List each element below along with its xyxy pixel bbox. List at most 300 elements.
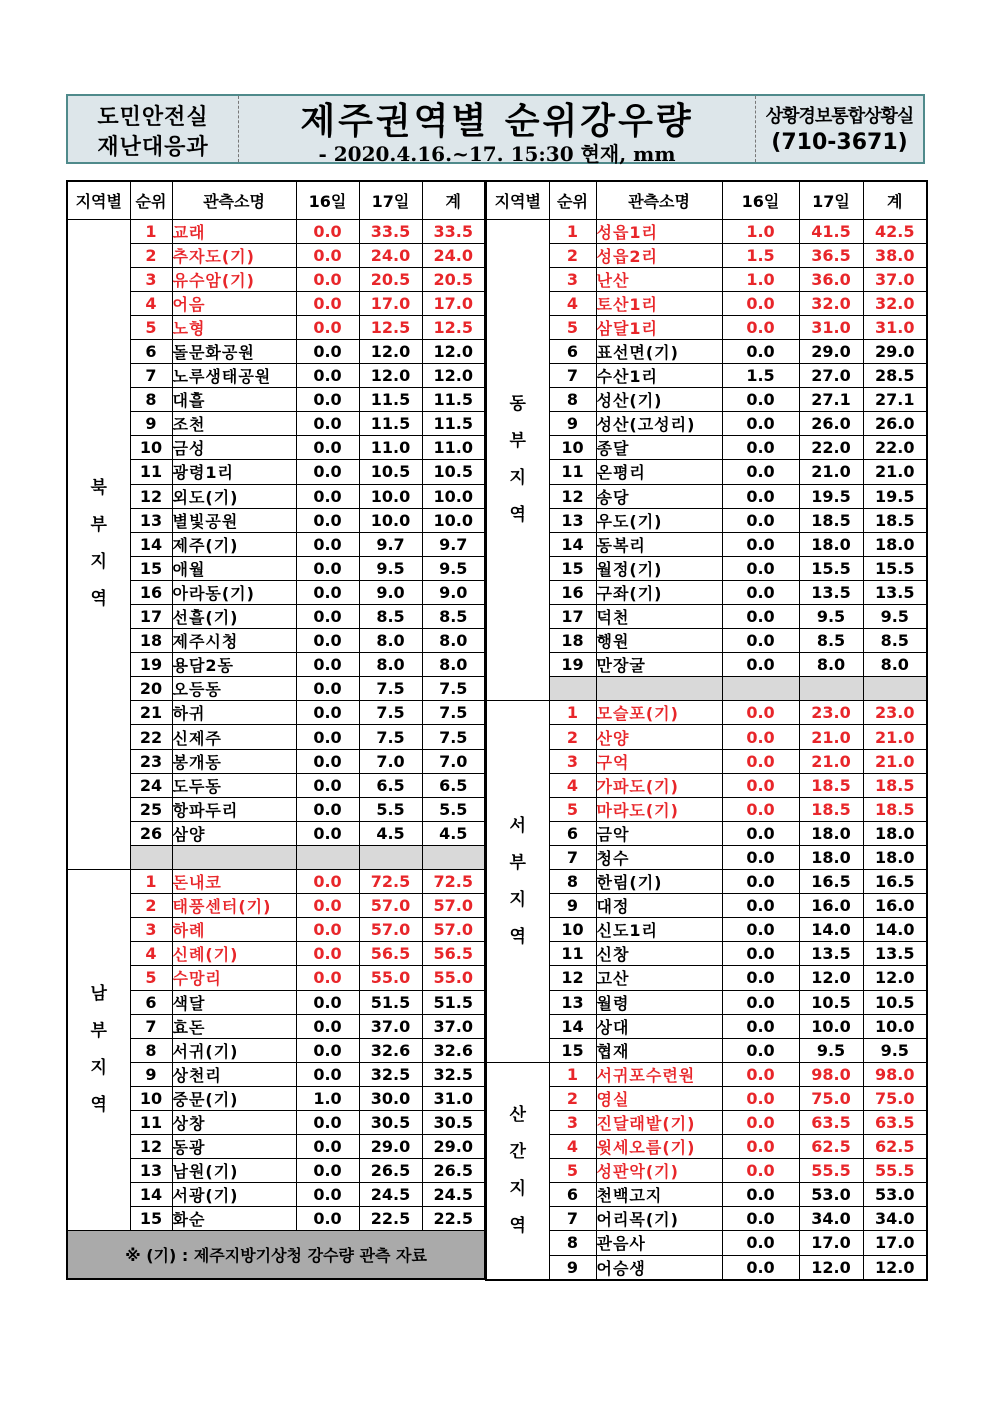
rain-day16-cell: 0.0 xyxy=(722,291,799,315)
station-name-cell xyxy=(596,942,722,966)
station-name-cell xyxy=(596,508,722,532)
table-row xyxy=(486,291,927,315)
rain-total-cell: 57.0 xyxy=(422,918,485,942)
station-name-cell xyxy=(172,1038,296,1062)
rain-total-cell: 26.5 xyxy=(422,1159,485,1183)
rain-day17-cell: 72.5 xyxy=(359,870,422,894)
station-name-cell xyxy=(596,605,722,629)
rain-total-cell: 24.0 xyxy=(422,243,485,267)
blank-cell xyxy=(799,677,863,701)
table-row xyxy=(67,629,485,653)
station-name-cell xyxy=(596,1135,722,1159)
rain-day17-cell: 62.5 xyxy=(799,1135,863,1159)
rain-total-cell: 9.0 xyxy=(422,580,485,604)
table-row xyxy=(67,1159,485,1183)
rain-day16-cell: 0.0 xyxy=(296,412,359,436)
rain-day16-cell: 0.0 xyxy=(722,653,799,677)
rain-day17-cell: 10.0 xyxy=(359,508,422,532)
rank-cell: 3 xyxy=(130,918,172,942)
station-name: 신제주 xyxy=(172,728,222,748)
table-row xyxy=(67,267,485,291)
blank-cell xyxy=(549,677,596,701)
rain-day17-cell: 4.5 xyxy=(359,821,422,845)
rain-day16-cell: 0.0 xyxy=(296,797,359,821)
rain-day16-cell: 0.0 xyxy=(296,243,359,267)
blank-cell xyxy=(863,677,927,701)
rain-day16-cell: 0.0 xyxy=(722,1231,799,1255)
station-name: 윗세오름(기) xyxy=(596,1138,696,1158)
rank-cell: 19 xyxy=(130,653,172,677)
rain-day17-cell: 26.5 xyxy=(359,1159,422,1183)
station-name: 화순 xyxy=(172,1210,206,1230)
table-row xyxy=(486,629,927,653)
rain-day16-cell: 0.0 xyxy=(296,605,359,629)
rank-cell: 14 xyxy=(130,532,172,556)
report-header xyxy=(66,94,925,164)
rank-cell: 10 xyxy=(549,918,596,942)
rain-total-cell: 30.5 xyxy=(422,1110,485,1134)
station-name-cell xyxy=(596,315,722,339)
department-box xyxy=(68,96,239,162)
rain-day17-cell: 18.0 xyxy=(799,845,863,869)
rain-day17-cell: 7.5 xyxy=(359,725,422,749)
rain-total-cell: 8.0 xyxy=(422,629,485,653)
station-name: 제주(기) xyxy=(172,535,239,555)
rain-total-cell: 37.0 xyxy=(422,1014,485,1038)
rain-day17-cell: 7.0 xyxy=(359,749,422,773)
rank-cell: 7 xyxy=(549,845,596,869)
station-name-cell xyxy=(596,1159,722,1183)
rain-day16-cell: 0.0 xyxy=(722,460,799,484)
rain-day16-cell: 0.0 xyxy=(722,990,799,1014)
table-row xyxy=(486,701,927,725)
table-row xyxy=(67,894,485,918)
table-row xyxy=(67,701,485,725)
rain-day16-cell: 0.0 xyxy=(722,508,799,532)
rain-day16-cell: 0.0 xyxy=(296,364,359,388)
rain-day16-cell: 0.0 xyxy=(296,1014,359,1038)
station-name-cell xyxy=(172,460,296,484)
station-name-cell xyxy=(596,918,722,942)
station-name: 마라도(기) xyxy=(596,800,679,820)
station-name: 상대 xyxy=(596,1017,630,1037)
rain-total-cell: 16.5 xyxy=(863,870,927,894)
rain-total-cell: 17.0 xyxy=(863,1231,927,1255)
table-row xyxy=(486,388,927,412)
station-name-cell xyxy=(596,339,722,363)
station-name: 상천리 xyxy=(172,1065,222,1085)
rain-total-cell: 29.0 xyxy=(422,1135,485,1159)
rank-cell: 4 xyxy=(130,942,172,966)
rain-total-cell: 16.0 xyxy=(863,894,927,918)
table-row xyxy=(67,990,485,1014)
rain-day16-cell: 0.0 xyxy=(722,1086,799,1110)
station-name-cell xyxy=(596,725,722,749)
rank-cell: 5 xyxy=(549,797,596,821)
rain-day16-cell: 0.0 xyxy=(722,1207,799,1231)
station-name-cell xyxy=(596,1207,722,1231)
rain-total-cell: 62.5 xyxy=(863,1135,927,1159)
station-name-cell xyxy=(172,1014,296,1038)
rain-day17-cell: 11.5 xyxy=(359,388,422,412)
rain-day17-cell: 57.0 xyxy=(359,894,422,918)
col-header-day17: 17일 xyxy=(359,181,422,219)
table-row xyxy=(67,870,485,894)
table-row xyxy=(67,219,485,243)
col-header-station: 관측소명 xyxy=(596,181,722,219)
table-row xyxy=(67,508,485,532)
table-row xyxy=(486,918,927,942)
station-name: 온평리 xyxy=(596,463,646,483)
table-row xyxy=(486,1014,927,1038)
table-row xyxy=(486,821,927,845)
table-row xyxy=(67,677,485,701)
station-name-cell xyxy=(596,364,722,388)
table-row xyxy=(486,1086,927,1110)
rain-day16-cell: 0.0 xyxy=(296,918,359,942)
rain-total-cell: 15.5 xyxy=(863,556,927,580)
table-row xyxy=(486,725,927,749)
table-row xyxy=(67,942,485,966)
station-name: 항파두리 xyxy=(172,800,239,820)
rank-cell: 8 xyxy=(130,388,172,412)
col-header-day16: 16일 xyxy=(722,181,799,219)
table-row xyxy=(486,460,927,484)
table-row xyxy=(67,1207,485,1231)
rank-cell: 14 xyxy=(549,532,596,556)
rain-day17-cell: 30.5 xyxy=(359,1110,422,1134)
rain-total-cell: 57.0 xyxy=(422,894,485,918)
table-row xyxy=(486,1062,927,1086)
rain-total-cell: 19.5 xyxy=(863,484,927,508)
rain-day17-cell: 8.5 xyxy=(359,605,422,629)
rain-total-cell: 11.0 xyxy=(422,436,485,460)
station-name-cell xyxy=(596,797,722,821)
rank-cell: 13 xyxy=(549,508,596,532)
rank-cell: 11 xyxy=(549,942,596,966)
table-row xyxy=(67,388,485,412)
col-header-total: 계 xyxy=(422,181,485,219)
footnote-row xyxy=(67,1231,485,1279)
rain-day16-cell: 0.0 xyxy=(722,1255,799,1280)
station-name-cell xyxy=(596,749,722,773)
station-name-cell xyxy=(172,219,296,243)
station-name: 종달 xyxy=(596,439,630,459)
rank-cell: 3 xyxy=(549,267,596,291)
right-rainfall-table xyxy=(485,180,928,1281)
rain-day17-cell: 21.0 xyxy=(799,749,863,773)
rain-total-cell: 9.5 xyxy=(422,556,485,580)
col-header-day16: 16일 xyxy=(296,181,359,219)
rank-cell: 2 xyxy=(130,243,172,267)
rain-day17-cell: 30.0 xyxy=(359,1086,422,1110)
station-name-cell xyxy=(596,894,722,918)
rain-total-cell: 8.5 xyxy=(863,629,927,653)
rank-cell: 14 xyxy=(130,1183,172,1207)
rain-total-cell: 8.0 xyxy=(422,653,485,677)
rain-day16-cell: 0.0 xyxy=(296,556,359,580)
table-row xyxy=(67,580,485,604)
station-name: 금성 xyxy=(172,439,206,459)
station-name: 성읍1리 xyxy=(596,222,659,242)
station-name: 용담2동 xyxy=(172,656,235,676)
rank-cell: 13 xyxy=(549,990,596,1014)
rank-cell: 9 xyxy=(130,412,172,436)
rain-day17-cell: 75.0 xyxy=(799,1086,863,1110)
table-row xyxy=(67,243,485,267)
table-row xyxy=(486,749,927,773)
station-name-cell xyxy=(596,412,722,436)
rain-day17-cell: 19.5 xyxy=(799,484,863,508)
rain-day17-cell: 98.0 xyxy=(799,1062,863,1086)
table-row xyxy=(67,918,485,942)
rain-total-cell: 10.5 xyxy=(863,990,927,1014)
rain-total-cell: 32.0 xyxy=(863,291,927,315)
table-row xyxy=(67,725,485,749)
rain-day16-cell: 1.5 xyxy=(722,364,799,388)
rank-cell: 4 xyxy=(130,291,172,315)
station-name: 신례(기) xyxy=(172,945,239,965)
table-row xyxy=(67,797,485,821)
rain-day17-cell: 32.6 xyxy=(359,1038,422,1062)
station-name: 천백고지 xyxy=(596,1186,663,1206)
rain-day17-cell: 55.0 xyxy=(359,966,422,990)
station-name-cell xyxy=(596,773,722,797)
station-name-cell xyxy=(172,1062,296,1086)
rank-cell: 7 xyxy=(549,1207,596,1231)
station-name-cell xyxy=(172,243,296,267)
rain-total-cell: 26.0 xyxy=(863,412,927,436)
rain-total-cell: 18.0 xyxy=(863,845,927,869)
station-name-cell xyxy=(596,966,722,990)
rain-day17-cell: 16.5 xyxy=(799,870,863,894)
rain-day17-cell: 6.5 xyxy=(359,773,422,797)
rank-cell: 1 xyxy=(130,870,172,894)
station-name-cell xyxy=(172,966,296,990)
station-name: 대흘 xyxy=(172,391,206,411)
rain-day17-cell: 18.5 xyxy=(799,773,863,797)
rain-total-cell: 6.5 xyxy=(422,773,485,797)
rain-day16-cell: 0.0 xyxy=(296,291,359,315)
rank-cell: 3 xyxy=(549,749,596,773)
rain-total-cell: 56.5 xyxy=(422,942,485,966)
rain-day16-cell: 0.0 xyxy=(722,388,799,412)
rain-day17-cell: 8.0 xyxy=(799,653,863,677)
station-name-cell xyxy=(596,870,722,894)
rain-day16-cell: 1.0 xyxy=(722,219,799,243)
station-name: 추자도(기) xyxy=(172,246,255,266)
rank-cell: 21 xyxy=(130,701,172,725)
table-row xyxy=(486,580,927,604)
table-row xyxy=(486,653,927,677)
rank-cell: 13 xyxy=(130,1159,172,1183)
rain-day17-cell: 36.5 xyxy=(799,243,863,267)
station-name: 서귀(기) xyxy=(172,1041,239,1061)
rain-day17-cell: 18.5 xyxy=(799,508,863,532)
rank-cell: 19 xyxy=(549,653,596,677)
rank-cell: 1 xyxy=(549,219,596,243)
rain-total-cell: 8.5 xyxy=(422,605,485,629)
station-name-cell xyxy=(172,677,296,701)
station-name: 노루생태공원 xyxy=(172,367,272,387)
table-row xyxy=(67,749,485,773)
table-row xyxy=(486,508,927,532)
page-subtitle: - 2020.4.16.~17. 15:30 현재, mm xyxy=(318,142,676,166)
rain-day16-cell: 0.0 xyxy=(296,460,359,484)
table-row xyxy=(486,870,927,894)
station-name-cell xyxy=(172,364,296,388)
rain-day17-cell: 20.5 xyxy=(359,267,422,291)
blank-cell xyxy=(359,845,422,869)
station-name: 고산 xyxy=(596,969,630,989)
table-row xyxy=(67,1086,485,1110)
station-name: 월정(기) xyxy=(596,559,663,579)
rain-total-cell: 29.0 xyxy=(863,339,927,363)
rain-day17-cell: 10.5 xyxy=(799,990,863,1014)
rank-cell: 18 xyxy=(130,629,172,653)
station-name: 수산1리 xyxy=(596,367,659,387)
rain-day16-cell: 0.0 xyxy=(722,701,799,725)
table-row xyxy=(67,653,485,677)
station-name-cell xyxy=(172,894,296,918)
station-name: 선흘(기) xyxy=(172,608,239,628)
rain-total-cell: 63.5 xyxy=(863,1110,927,1134)
left-rainfall-table xyxy=(66,180,486,1280)
rain-day16-cell: 1.5 xyxy=(722,243,799,267)
table-row xyxy=(67,605,485,629)
station-name: 오등동 xyxy=(172,680,222,700)
station-name: 삼달1리 xyxy=(596,318,659,338)
table-row xyxy=(486,1159,927,1183)
rain-day16-cell: 0.0 xyxy=(296,508,359,532)
rain-day17-cell: 15.5 xyxy=(799,556,863,580)
station-name-cell xyxy=(172,821,296,845)
rain-total-cell: 34.0 xyxy=(863,1207,927,1231)
rain-day16-cell: 0.0 xyxy=(296,894,359,918)
rain-total-cell: 37.0 xyxy=(863,267,927,291)
rank-cell: 9 xyxy=(130,1062,172,1086)
rain-day16-cell: 0.0 xyxy=(722,580,799,604)
rain-day17-cell: 21.0 xyxy=(799,460,863,484)
rain-day16-cell: 0.0 xyxy=(296,219,359,243)
station-name-cell xyxy=(172,870,296,894)
table-row xyxy=(67,1135,485,1159)
rain-day17-cell: 29.0 xyxy=(359,1135,422,1159)
rain-day16-cell: 0.0 xyxy=(722,966,799,990)
rank-cell: 10 xyxy=(549,436,596,460)
station-name: 구좌(기) xyxy=(596,583,663,603)
rain-day17-cell: 13.5 xyxy=(799,580,863,604)
rain-day17-cell: 51.5 xyxy=(359,990,422,1014)
rank-cell: 16 xyxy=(130,580,172,604)
rank-cell: 15 xyxy=(130,1207,172,1231)
rain-total-cell: 23.0 xyxy=(863,701,927,725)
rain-total-cell: 12.5 xyxy=(422,315,485,339)
rain-day16-cell: 0.0 xyxy=(296,339,359,363)
table-row xyxy=(486,532,927,556)
rain-day17-cell: 41.5 xyxy=(799,219,863,243)
department-line-1: 도민안전실 xyxy=(97,105,209,130)
station-name: 신창 xyxy=(596,945,630,965)
station-name-cell xyxy=(596,388,722,412)
table-row xyxy=(486,315,927,339)
blank-cell xyxy=(296,845,359,869)
station-name-cell xyxy=(596,629,722,653)
rain-total-cell: 22.5 xyxy=(422,1207,485,1231)
blank-cell xyxy=(722,677,799,701)
rain-day17-cell: 18.0 xyxy=(799,821,863,845)
rain-day17-cell: 7.5 xyxy=(359,701,422,725)
station-name-cell xyxy=(172,990,296,1014)
station-name: 영실 xyxy=(596,1089,630,1109)
table-row xyxy=(486,556,927,580)
station-name-cell xyxy=(172,412,296,436)
rain-day16-cell: 0.0 xyxy=(296,773,359,797)
rain-day16-cell: 0.0 xyxy=(296,532,359,556)
rain-day16-cell: 0.0 xyxy=(722,918,799,942)
rank-cell: 22 xyxy=(130,725,172,749)
rain-day16-cell: 0.0 xyxy=(722,845,799,869)
rank-cell: 9 xyxy=(549,412,596,436)
rain-total-cell: 55.5 xyxy=(863,1159,927,1183)
rain-day16-cell: 0.0 xyxy=(722,749,799,773)
rain-day16-cell: 0.0 xyxy=(722,1135,799,1159)
col-header-rank: 순위 xyxy=(130,181,172,219)
station-name: 광령1리 xyxy=(172,463,235,483)
rain-day16-cell: 0.0 xyxy=(722,1014,799,1038)
rain-day16-cell: 0.0 xyxy=(296,315,359,339)
rain-total-cell: 21.0 xyxy=(863,725,927,749)
station-name-cell xyxy=(596,556,722,580)
rain-day17-cell: 10.0 xyxy=(359,484,422,508)
rain-day17-cell: 17.0 xyxy=(799,1231,863,1255)
table-row xyxy=(67,364,485,388)
station-name-cell xyxy=(172,267,296,291)
rank-cell: 24 xyxy=(130,773,172,797)
rain-day16-cell: 0.0 xyxy=(296,653,359,677)
station-name: 금악 xyxy=(596,824,630,844)
station-name-cell xyxy=(172,508,296,532)
rain-total-cell: 12.0 xyxy=(422,339,485,363)
rain-total-cell: 12.0 xyxy=(863,966,927,990)
station-name-cell xyxy=(172,629,296,653)
region-label-east: 동 부 지 역 xyxy=(486,219,549,701)
rain-day17-cell: 63.5 xyxy=(799,1110,863,1134)
station-name: 남원(기) xyxy=(172,1162,239,1182)
station-name: 유수암(기) xyxy=(172,270,255,290)
rain-day17-cell: 34.0 xyxy=(799,1207,863,1231)
station-name: 성산(고성리) xyxy=(596,415,696,435)
table-row xyxy=(67,291,485,315)
table-row xyxy=(67,773,485,797)
rank-cell: 9 xyxy=(549,894,596,918)
rank-cell: 15 xyxy=(130,556,172,580)
station-name: 진달래밭(기) xyxy=(596,1114,696,1134)
rain-total-cell: 20.5 xyxy=(422,267,485,291)
rain-total-cell: 11.5 xyxy=(422,412,485,436)
station-name: 성산(기) xyxy=(596,391,663,411)
rank-cell: 11 xyxy=(130,460,172,484)
rain-day17-cell: 8.0 xyxy=(359,629,422,653)
table-row xyxy=(486,1135,927,1159)
rank-cell: 20 xyxy=(130,677,172,701)
table-row xyxy=(486,605,927,629)
rain-total-cell: 13.5 xyxy=(863,942,927,966)
rain-day16-cell: 0.0 xyxy=(296,942,359,966)
station-name: 산양 xyxy=(596,728,630,748)
station-name-cell xyxy=(172,1159,296,1183)
rain-day17-cell: 32.5 xyxy=(359,1062,422,1086)
